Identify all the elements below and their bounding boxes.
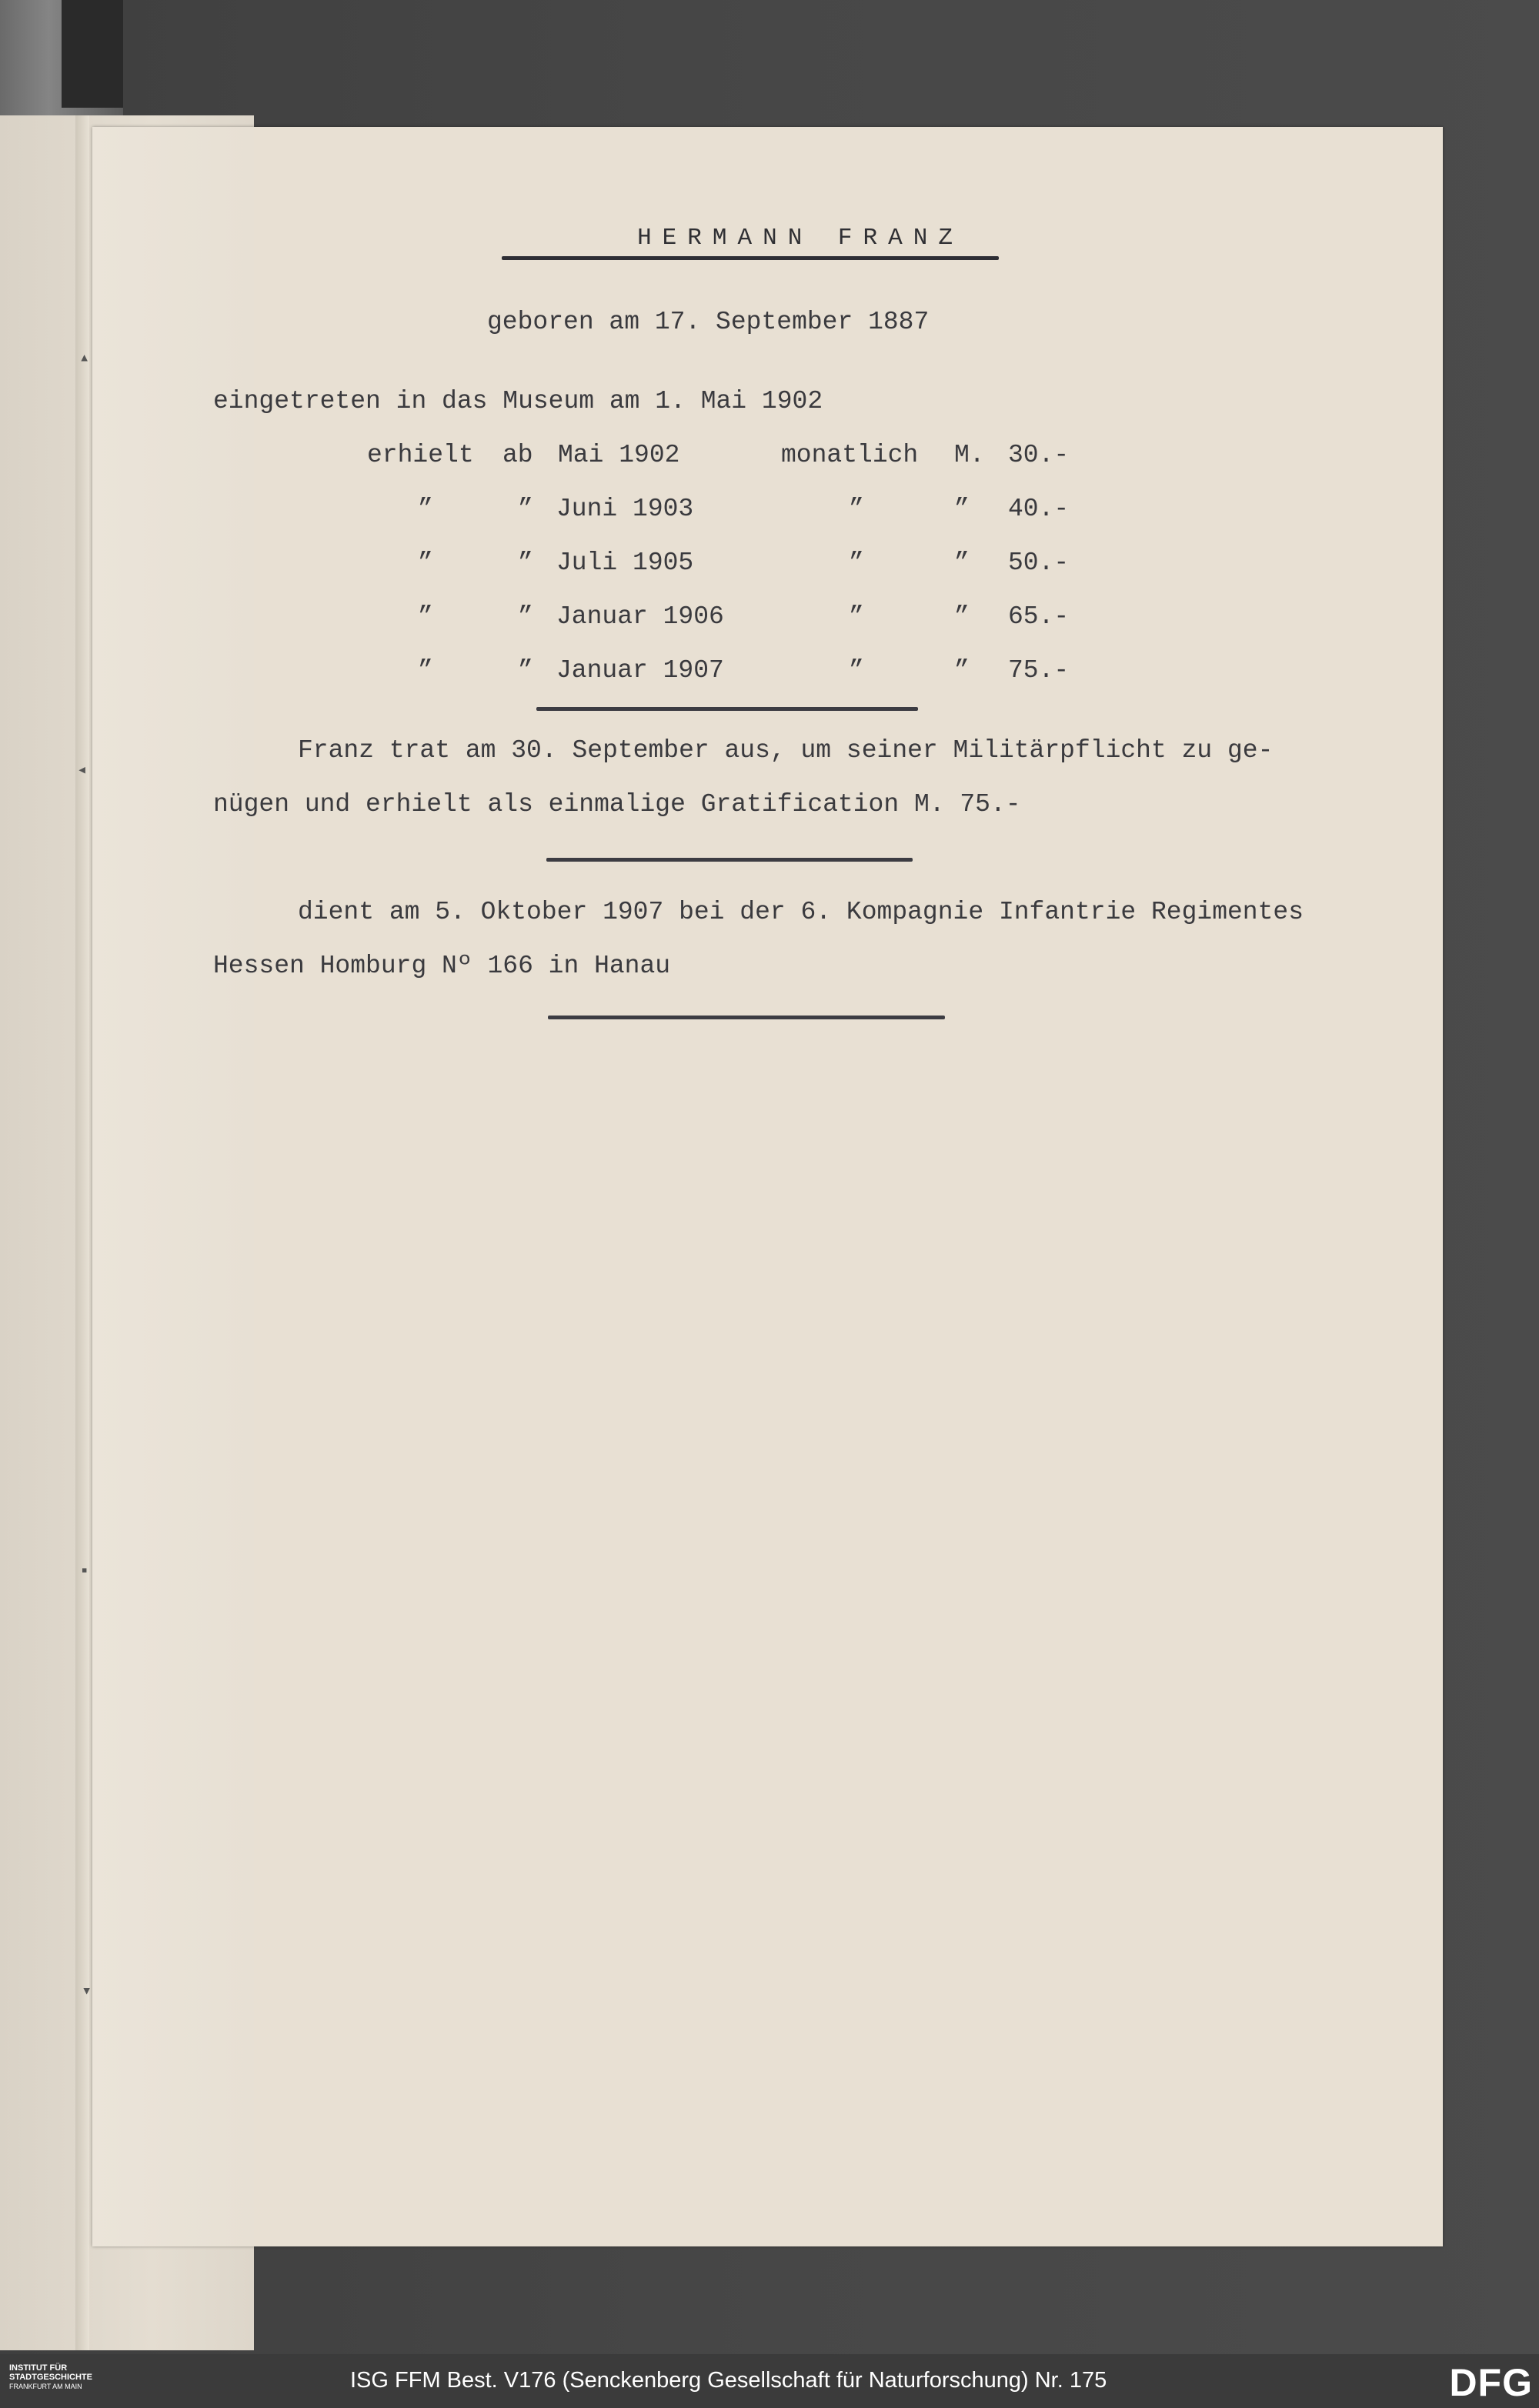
closing-rule [548, 1016, 945, 1019]
paragraph-2-line-1: dient am 5. Oktober 1907 bei der 6. Kompagnie Infantrie Regimentes [298, 898, 1304, 926]
salary-cell: ” [954, 549, 970, 577]
paper-left-strip [92, 127, 254, 2246]
salary-cell: ” [418, 495, 433, 523]
salary-date: Juni 1903 [556, 495, 694, 523]
salary-date: Juli 1905 [556, 549, 694, 577]
birth-line: geboren am 17. September 1887 [487, 308, 930, 336]
document-page [92, 127, 1443, 2246]
paragraph-1-line-1: Franz trat am 30. September aus, um seiner Militärpflicht zu ge- [298, 736, 1274, 765]
salary-cell: ab [502, 441, 533, 469]
salary-cell: M. [954, 441, 985, 469]
margin-mark: ▪ [79, 1562, 90, 1581]
isg-logo-line: STADTGESCHICHTE [9, 2373, 92, 2382]
archive-footer [0, 2354, 1539, 2408]
entry-line: eingetreten in das Museum am 1. Mai 1902 [213, 387, 823, 415]
salary-cell: erhielt [367, 441, 474, 469]
section-rule [546, 858, 913, 862]
salary-date: Januar 1907 [556, 656, 724, 685]
salary-amount: 40.- [1008, 495, 1070, 523]
salary-cell: ” [518, 549, 533, 577]
salary-date: Mai 1902 [558, 441, 680, 469]
salary-cell: ” [849, 602, 864, 631]
paragraph-1-line-2: nügen und erhielt als einmalige Gratification M. 75.- [213, 790, 1021, 819]
dfg-logo: DFG [1449, 2361, 1533, 2404]
margin-mark: ▴ [79, 349, 90, 368]
salary-cell: ” [518, 656, 533, 685]
salary-table-rule [536, 707, 918, 711]
salary-cell: ” [954, 656, 970, 685]
salary-amount: 75.- [1008, 656, 1070, 685]
salary-cell: ” [849, 549, 864, 577]
isg-logo-line: INSTITUT FÜR [9, 2363, 68, 2373]
salary-cell: ” [849, 656, 864, 685]
salary-cell: ” [518, 495, 533, 523]
salary-cell: monatlich [781, 441, 919, 469]
salary-amount: 30.- [1008, 441, 1070, 469]
margin-mark: ▾ [82, 1982, 92, 2001]
salary-cell: ” [418, 656, 433, 685]
salary-cell: ” [418, 602, 433, 631]
isg-logo [9, 2363, 92, 2391]
salary-cell: ” [954, 602, 970, 631]
margin-mark: ◂ [77, 761, 88, 780]
salary-amount: 50.- [1008, 549, 1070, 577]
book-binding-shadow [62, 0, 123, 108]
underlying-sheet-edge [75, 115, 89, 2350]
salary-date: Januar 1906 [556, 602, 724, 631]
salary-cell: ” [418, 549, 433, 577]
salary-cell: ” [954, 495, 970, 523]
footer-caption: ISG FFM Best. V176 (Senckenberg Gesellschaft für Naturforschung) Nr. 175 [350, 2368, 1107, 2393]
paragraph-2-line-2: Hessen Homburg Nº 166 in Hanau [213, 952, 671, 980]
salary-cell: ” [849, 495, 864, 523]
salary-amount: 65.- [1008, 602, 1070, 631]
salary-cell: ” [518, 602, 533, 631]
title-underline [502, 256, 999, 260]
document-title: HERMANN FRANZ [637, 225, 963, 252]
isg-logo-line: FRANKFURT AM MAIN [9, 2383, 82, 2390]
